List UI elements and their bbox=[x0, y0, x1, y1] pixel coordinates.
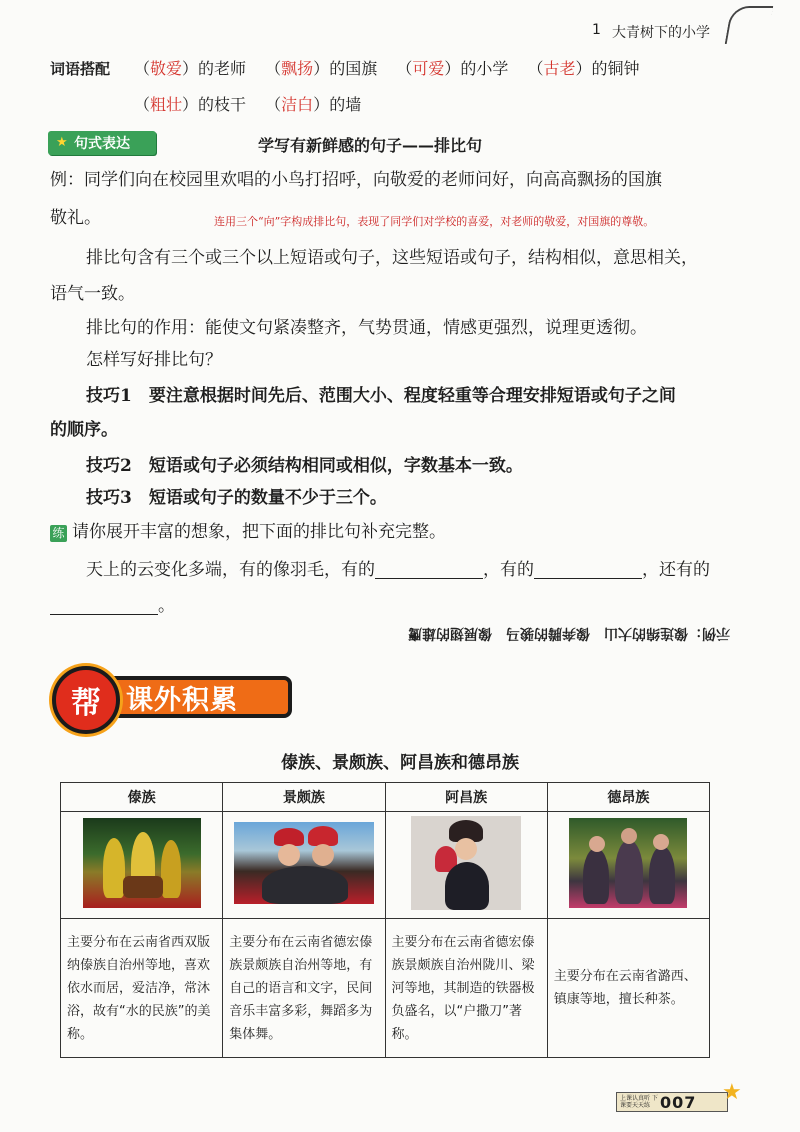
answer-blank-2[interactable] bbox=[534, 562, 642, 579]
word-pairing-row-2 bbox=[134, 92, 361, 115]
exercise-text: 。 bbox=[158, 596, 175, 616]
deang-people-photo bbox=[569, 818, 687, 908]
banner-circle: 帮 bbox=[52, 666, 120, 734]
banner-label: 课外积累 bbox=[96, 676, 292, 718]
exercise-instruction: 请你展开丰富的想象，把下面的排比句补充完整。 bbox=[72, 522, 446, 542]
practice-icon: 练 bbox=[50, 525, 67, 542]
jingpo-people-photo bbox=[234, 822, 374, 904]
answer-blank-3[interactable] bbox=[50, 598, 158, 615]
exercise-line-1 bbox=[86, 562, 710, 579]
example-line-2: 敬礼。 bbox=[50, 208, 101, 228]
tip-1-line-2: 的顺序。 bbox=[50, 420, 118, 440]
description-cell: 主要分布在云南省西双版纳傣族自治州等地，喜欢依水而居，爱洁净，常沐浴，故有“水的民族”的美称。 bbox=[61, 919, 223, 1058]
column-header: 阿昌族 bbox=[385, 783, 547, 812]
photo-cell bbox=[223, 812, 385, 919]
definition-line-1: 排比句含有三个或三个以上短语或句子，这些短语或句子，结构相似，意思相关， bbox=[86, 248, 698, 268]
tip-1-line-1: 技巧1 要注意根据时间先后、范围大小、程度轻重等合理安排短语或句子之间 bbox=[86, 386, 676, 406]
pair-item: （敬爱）的老师 bbox=[134, 59, 247, 78]
pair-item: （飘扬）的国旗 bbox=[265, 59, 378, 78]
pair-item: （洁白）的墙 bbox=[265, 95, 362, 114]
table-header-row bbox=[61, 783, 710, 812]
tip-3: 技巧3 短语或句子的数量不少于三个。 bbox=[86, 488, 387, 508]
section-tag bbox=[48, 131, 156, 155]
word-pairing-row-1 bbox=[134, 56, 640, 79]
achang-people-photo bbox=[411, 816, 521, 910]
photo-cell bbox=[385, 812, 547, 919]
page-footer bbox=[616, 1092, 728, 1112]
exercise-text: ，还有的 bbox=[642, 560, 710, 580]
photo-cell bbox=[61, 812, 223, 919]
handwritten-annotation: 连用三个“向”字构成排比句，表现了同学们对学校的喜爱，对老师的敬爱，对国旗的尊敬。 bbox=[214, 215, 655, 228]
ethnic-groups-table bbox=[60, 782, 710, 1058]
photo-cell bbox=[547, 812, 709, 919]
exercise-text: 天上的云变化多端，有的像羽毛，有的 bbox=[86, 560, 375, 580]
exercise-text: ，有的 bbox=[483, 560, 534, 580]
upside-down-answer: 示例：像连绵的大山 像奔腾的骏马 像展翅的雄鹰 bbox=[408, 625, 730, 641]
example-line-1: 例：同学们向在校园里欢唱的小鸟打招呼，向敬爱的老师问好，向高高飘扬的国旗 bbox=[50, 170, 662, 190]
description-cell: 主要分布在云南省德宏傣族景颇族自治州等地，有自己的语言和文字，民间音乐丰富多彩，舞蹈多为集体舞。 bbox=[223, 919, 385, 1058]
header-bracket-decoration bbox=[725, 6, 774, 44]
pair-item: （粗壮）的枝干 bbox=[134, 95, 247, 114]
answer-blank-1[interactable] bbox=[375, 562, 483, 579]
function-text: 排比句的作用：能使文句紧凑整齐，气势贯通，情感更强烈，说理更透彻。 bbox=[86, 318, 647, 338]
word-pairing-label: 词语搭配 bbox=[50, 60, 111, 78]
column-header: 景颇族 bbox=[223, 783, 385, 812]
description-cell: 主要分布在云南省潞西、镇康等地，擅长种茶。 bbox=[547, 919, 709, 1058]
table-title: 傣族、景颇族、阿昌族和德昂族 bbox=[281, 753, 519, 773]
column-header: 傣族 bbox=[61, 783, 223, 812]
lesson-title: 大青树下的小学 bbox=[612, 25, 710, 41]
star-icon: ★ bbox=[56, 135, 68, 150]
definition-line-2: 语气一致。 bbox=[50, 284, 135, 304]
pair-item: （古老）的铜钟 bbox=[527, 59, 640, 78]
lesson-number: 1 bbox=[592, 22, 601, 38]
exercise-line-2 bbox=[50, 598, 175, 615]
section-tag-label: 句式表达 bbox=[74, 136, 130, 152]
tip-2: 技巧2 短语或句子必须结构相同或相似，字数基本一致。 bbox=[86, 456, 523, 476]
description-cell: 主要分布在云南省德宏傣族景颇族自治州陇川、梁河等地，其制造的铁器极负盛名，以“户撒刀”著称。 bbox=[385, 919, 547, 1058]
dai-people-photo bbox=[83, 818, 201, 908]
page-number: 007 bbox=[660, 1092, 697, 1112]
question-text: 怎样写好排比句？ bbox=[86, 350, 222, 370]
table-photo-row bbox=[61, 812, 710, 919]
pair-item: （可爱）的小学 bbox=[396, 59, 509, 78]
section-title: 学写有新鲜感的句子——排比句 bbox=[258, 136, 483, 155]
star-mascot-icon: ★ bbox=[722, 1080, 742, 1105]
table-description-row bbox=[61, 919, 710, 1058]
column-header: 德昂族 bbox=[547, 783, 709, 812]
footer-slogan: 上课认真听 下课要天天练 bbox=[620, 1095, 658, 1109]
